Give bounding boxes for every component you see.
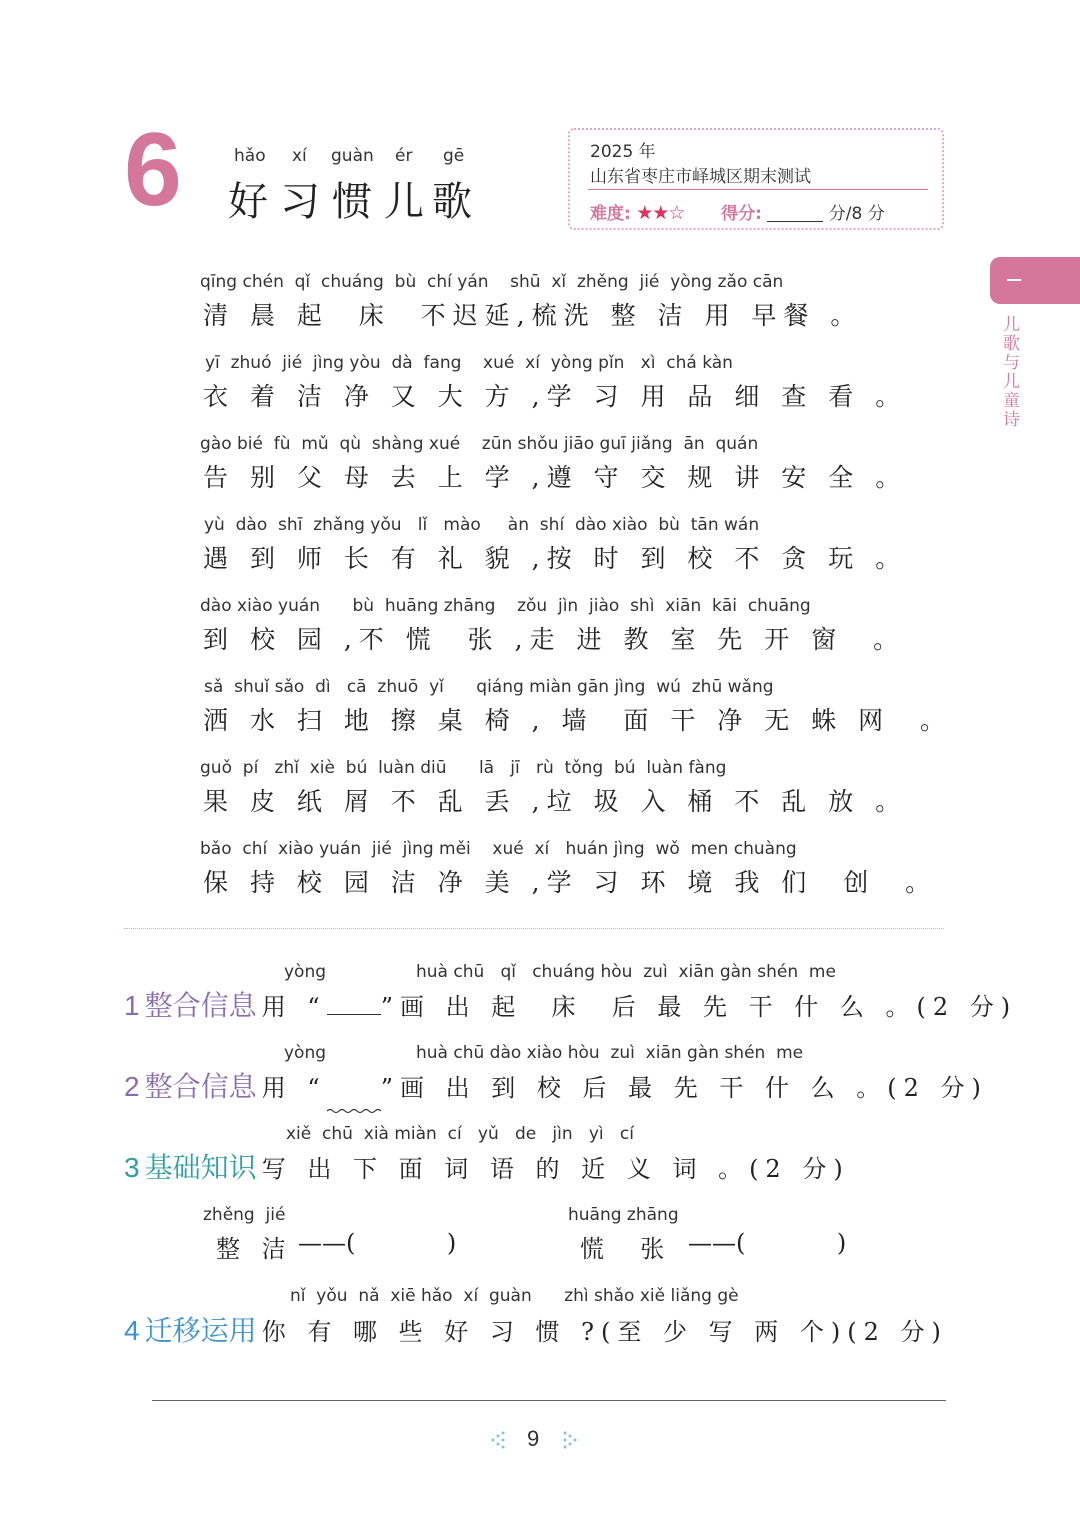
info-rating-row: [590, 199, 885, 224]
title-pinyin-2: xí: [292, 146, 307, 166]
q2-wavy-answer-line[interactable]: [327, 1081, 381, 1101]
title-char-2: 习: [280, 179, 320, 225]
q1-tag: 整合信息: [144, 989, 257, 1022]
exam-year: 2025 年: [590, 142, 656, 162]
poem-line-3: 告 别 父 母 去 上 学 ,遵 守 交 规 讲 安 全 。: [203, 463, 908, 492]
q1-text-pre: 用 “: [261, 993, 327, 1021]
q1-text-post: ”画 出 起 床 后 最 先 干 什 么 。(2 分): [380, 993, 1018, 1021]
score-total: 分/8 分: [828, 204, 885, 224]
exam-name: 山东省枣庄市峄城区期末测试: [590, 167, 811, 187]
poem-pinyin-line-1: qīng chén qǐ chuáng bù chí yán shū xǐ zhěng jié yòng zǎo cān: [200, 272, 784, 292]
poem-pinyin-line-7: guǒ pí zhǐ xiè bú luàn diū lā jī rù tǒng bú luàn fàng: [200, 758, 727, 778]
poem-pinyin-line-8: bǎo chí xiào yuán jié jìng měi xué xí huán jìng wǒ men chuàng: [200, 839, 797, 859]
q4-text: 你 有 哪 些 好 习 惯 ?(至 少 写 两 个)(2 分): [261, 1318, 948, 1346]
page-number: 9: [527, 1426, 540, 1451]
q2-text-pre: 用 “: [261, 1074, 327, 1102]
poem-pinyin-line-2: yī zhuó jié jìng yòu dà fang xué xí yòng pǐn xì chá kàn: [205, 353, 733, 373]
q3-word2-pinyin: huāng zhāng: [568, 1205, 679, 1225]
info-divider: [588, 189, 928, 190]
title-char-1: 好: [228, 179, 268, 225]
question-4: [124, 1309, 948, 1349]
poem-line-5: 到 校 园 ,不 慌 张 ,走 进 教 室 先 开 窗 。: [203, 625, 906, 654]
q3-word1-answer[interactable]: ——( ): [298, 1229, 457, 1257]
title-pinyin-4: ér: [395, 146, 413, 166]
chapter-title-vertical: 儿歌与儿童诗: [1003, 315, 1020, 430]
lesson-number: 6: [124, 112, 182, 228]
title-char-4: 儿: [384, 179, 424, 225]
q3-pinyin: xiě chū xià miàn cí yǔ de jìn yì cí: [286, 1124, 634, 1144]
q3-word2: 慌 张: [580, 1235, 672, 1263]
q3-word1: 整 洁: [216, 1235, 293, 1263]
poem-line-7: 果 皮 纸 屑 不 乱 丢 ,垃 圾 入 桶 不 乱 放 。: [203, 787, 908, 816]
poem-line-6: 洒 水 扫 地 擦 桌 椅 , 墙 面 干 净 无 蛛 网 。: [203, 706, 953, 735]
chapter-tab[interactable]: [990, 257, 1080, 304]
poem-line-8: 保 持 校 园 洁 净 美 ,学 习 环 境 我 们 创 。: [203, 868, 938, 897]
q4-pinyin: nǐ yǒu nǎ xiē hǎo xí guàn zhì shǎo xiě liǎng gè: [290, 1286, 739, 1306]
q3-tag: 基础知识: [144, 1151, 257, 1184]
q4-number: 4: [124, 1315, 140, 1346]
q4-tag: 迁移运用: [144, 1314, 257, 1347]
q2-number: 2: [124, 1071, 140, 1102]
footer-rule: [152, 1400, 946, 1401]
chapter-tab-label: [1007, 279, 1021, 281]
question-1: [124, 984, 1017, 1024]
poem-pinyin-line-3: gào bié fù mǔ qù shàng xué zūn shǒu jiāo guī jiǎng ān quán: [200, 434, 759, 454]
q2-tag: 整合信息: [144, 1070, 257, 1103]
difficulty-stars-icon: ★★☆: [636, 202, 685, 224]
poem-line-2: 衣 着 洁 净 又 大 方 ,学 习 用 品 细 查 看 。: [203, 382, 908, 411]
poem-pinyin-line-6: sǎ shuǐ sǎo dì cā zhuō yǐ qiáng miàn gān jìng wú zhū wǎng: [204, 677, 774, 697]
q1-pinyin-a: yòng: [284, 962, 327, 982]
title-char-3: 惯: [332, 179, 372, 225]
poem-line-1: 清 晨 起 床 不迟延,梳洗 整 洁 用 早餐 。: [203, 301, 863, 330]
q3-word2-answer[interactable]: ——( ): [688, 1229, 847, 1257]
section-divider: [124, 928, 944, 929]
exam-info-box: [568, 128, 944, 230]
q2-text-post: ”画 出 到 校 后 最 先 干 什 么 。(2 分): [380, 1074, 988, 1102]
title-pinyin-3: guàn: [331, 146, 374, 166]
page-dots-left-icon: [490, 1431, 508, 1449]
title-pinyin-1: hǎo: [234, 146, 266, 166]
score-label: 得分:: [721, 204, 762, 224]
score-blank[interactable]: [767, 207, 823, 222]
q3-word1-pinyin: zhěng jié: [203, 1205, 286, 1225]
title-pinyin-5: gē: [443, 146, 465, 166]
q1-pinyin-b: huà chū qǐ chuáng hòu zuì xiān gàn shén me: [416, 962, 836, 982]
q2-pinyin-b: huà chū dào xiào hòu zuì xiān gàn shén me: [416, 1043, 804, 1063]
q3-number: 3: [124, 1152, 140, 1183]
question-3: [124, 1146, 850, 1186]
title-char-5: 歌: [432, 179, 472, 225]
poem-line-4: 遇 到 师 长 有 礼 貌 ,按 时 到 校 不 贪 玩 。: [203, 544, 908, 573]
difficulty-label: 难度:: [590, 204, 631, 224]
poem-pinyin-line-5: dào xiào yuán bù huāng zhāng zǒu jìn jiào shì xiān kāi chuāng: [200, 596, 811, 616]
question-2: [124, 1065, 988, 1105]
q1-number: 1: [124, 990, 140, 1021]
page-dots-right-icon: [562, 1431, 580, 1449]
q3-text: 写 出 下 面 词 语 的 近 义 词 。(2 分): [261, 1155, 850, 1183]
poem-pinyin-line-4: yù dào shī zhǎng yǒu lǐ mào àn shí dào xiào bù tān wán: [204, 515, 760, 535]
q1-answer-blank[interactable]: [327, 994, 381, 1015]
q2-pinyin-a: yòng: [284, 1043, 327, 1063]
